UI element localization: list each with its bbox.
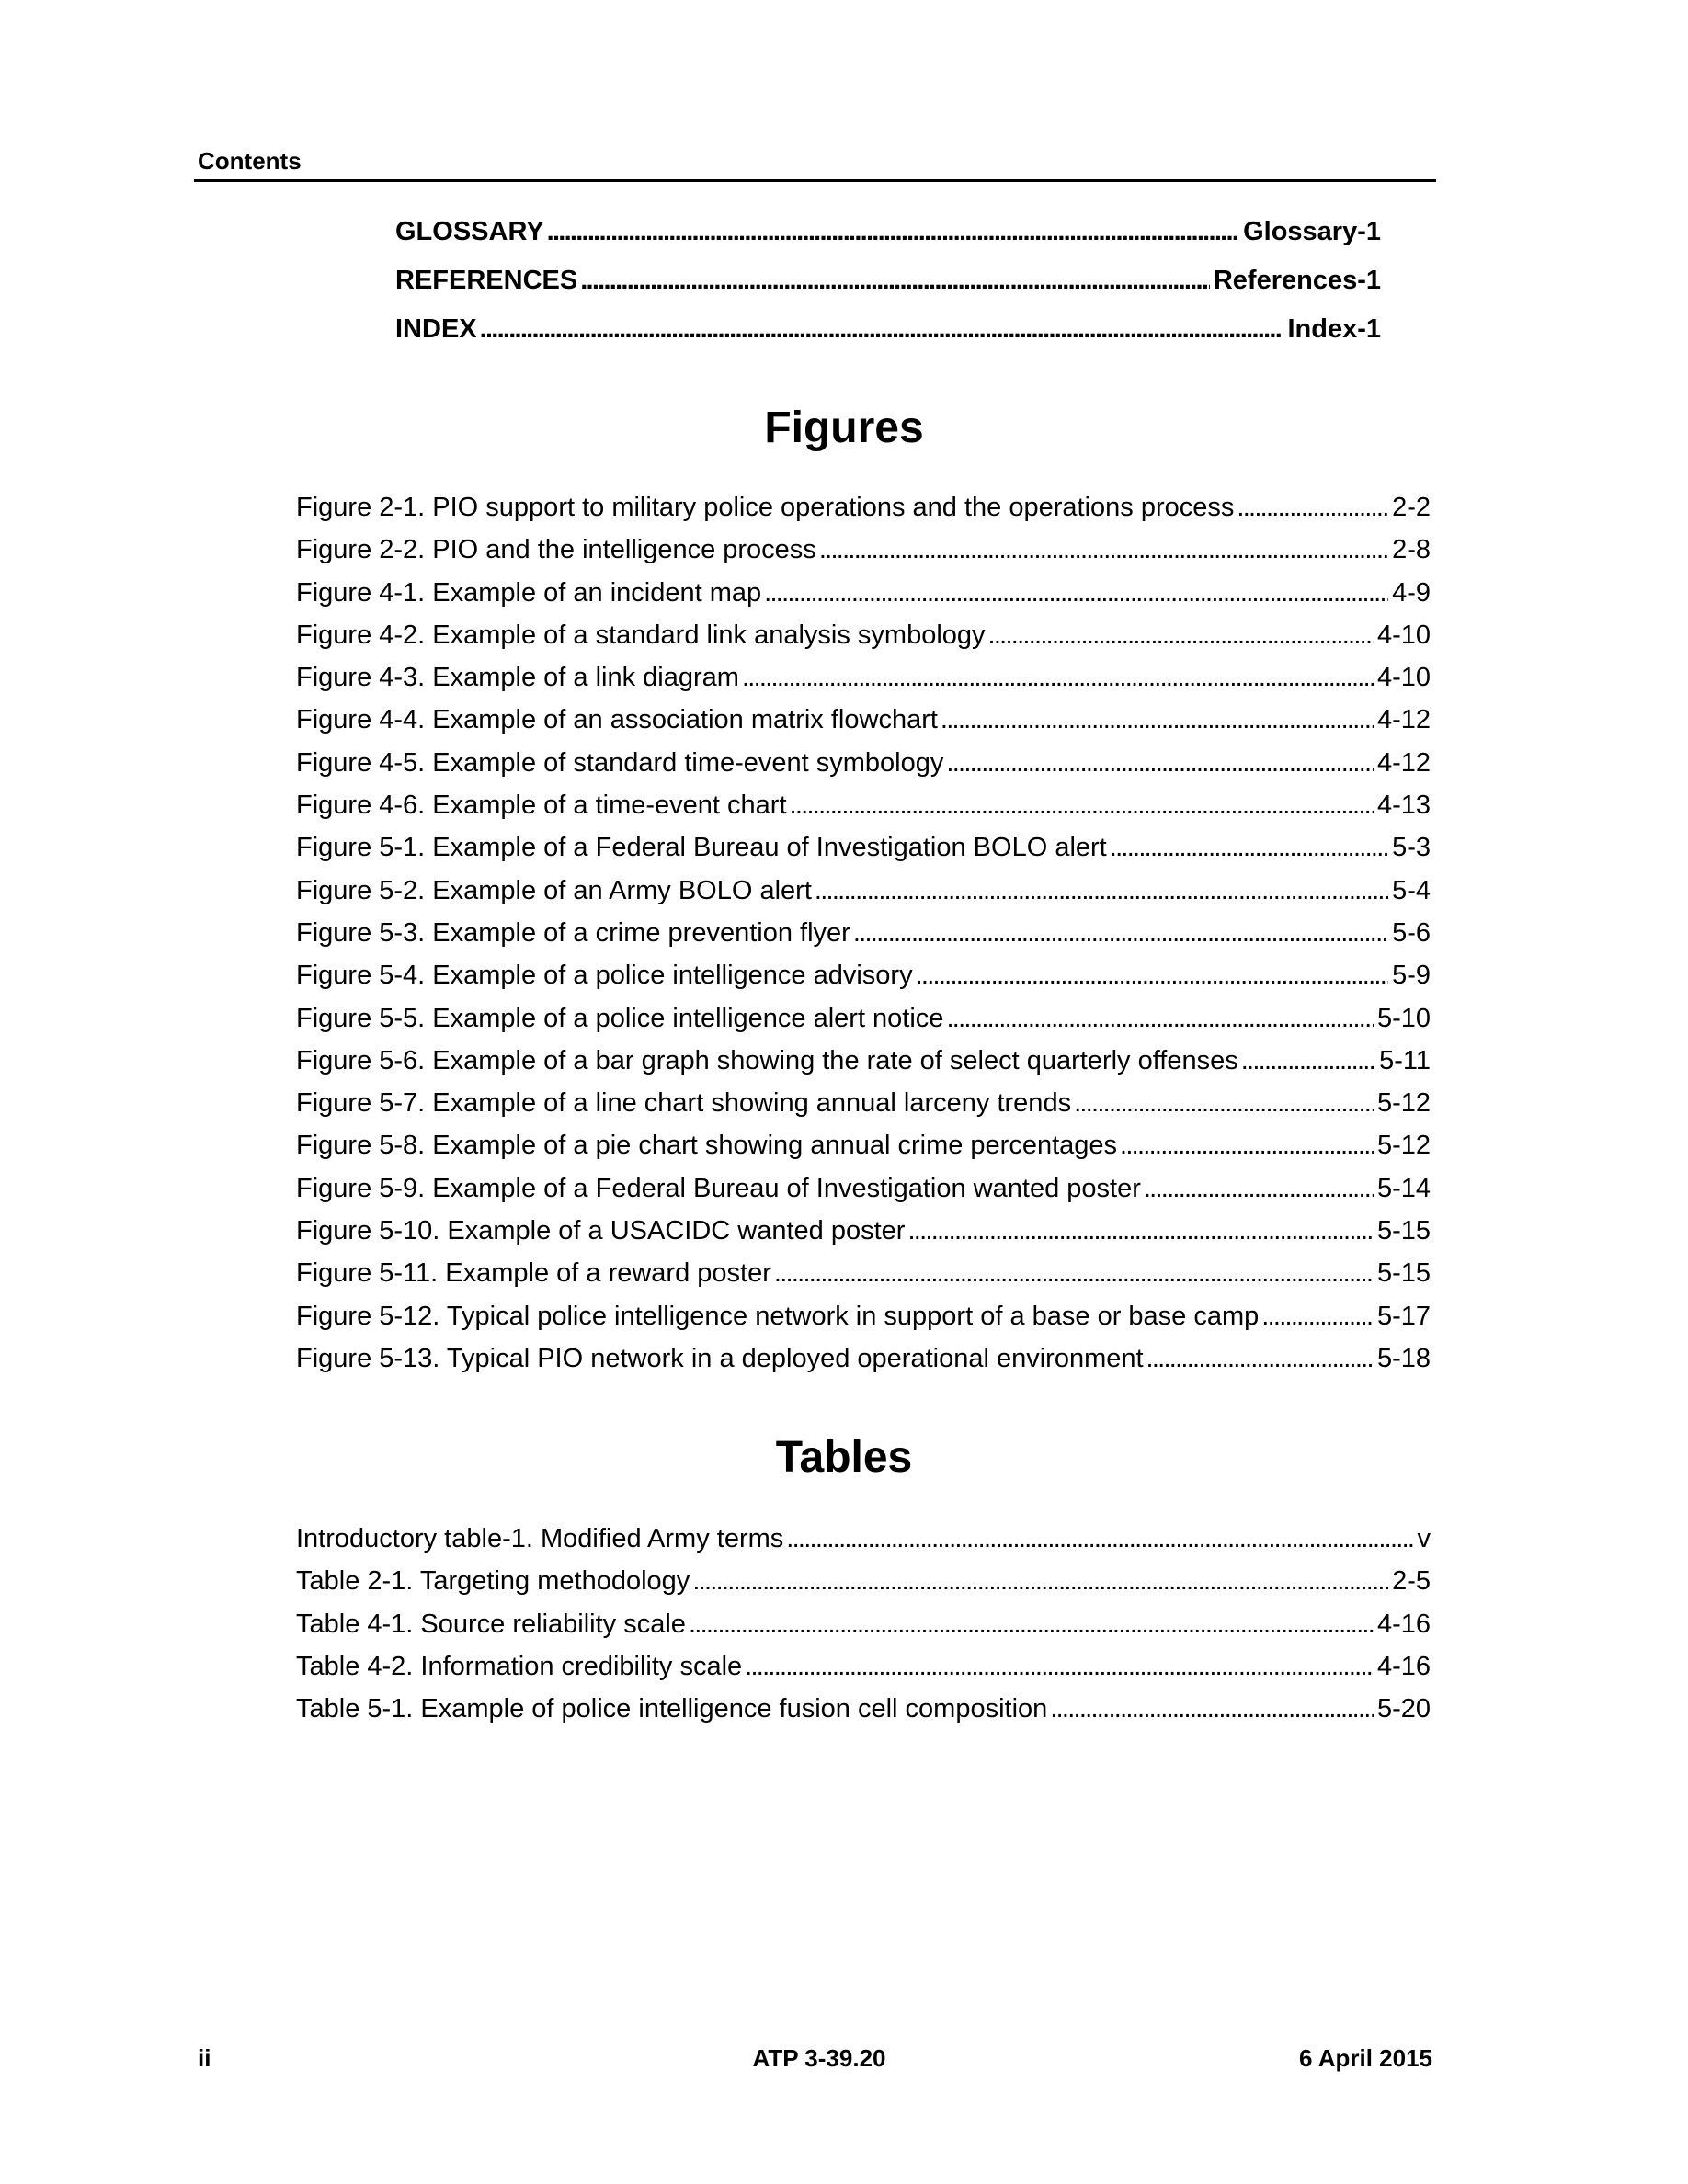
table-entry[interactable] xyxy=(296,1518,1431,1560)
dot-leader xyxy=(938,699,1374,741)
figure-entry-page: 5-11 xyxy=(1379,1045,1431,1075)
figure-entry-page: 5-18 xyxy=(1376,1343,1431,1373)
figure-entry-page: 5-10 xyxy=(1376,1003,1431,1033)
dot-leader xyxy=(690,1560,1388,1602)
dot-leader xyxy=(943,742,1374,784)
figure-entry[interactable] xyxy=(296,699,1431,741)
figure-entry-page: 2-8 xyxy=(1392,535,1431,565)
dot-leader xyxy=(1238,1040,1375,1082)
dot-leader xyxy=(787,784,1374,826)
figure-entry-label: Figure 5-13. Typical PIO network in a deployed operational environment xyxy=(296,1343,1144,1373)
figure-entry-page: 4-10 xyxy=(1376,663,1431,693)
figure-entry-label: Figure 2-1. PIO support to military police operations and the operations process xyxy=(296,493,1235,522)
figure-entry[interactable] xyxy=(296,1040,1431,1082)
table-entry-page: 4-16 xyxy=(1376,1651,1431,1681)
dot-leader xyxy=(850,912,1388,954)
toc-entry-references[interactable] xyxy=(395,256,1381,305)
dot-leader xyxy=(739,656,1374,699)
figure-entry-page: 5-4 xyxy=(1392,875,1431,905)
figure-entry[interactable] xyxy=(296,1167,1431,1210)
figure-entry[interactable] xyxy=(296,784,1431,826)
figure-entry[interactable] xyxy=(296,486,1431,529)
figure-entry-label: Figure 5-10. Example of a USACIDC wanted poster xyxy=(296,1216,906,1246)
figure-entry-label: Figure 5-1. Example of a Federal Bureau of Investigation BOLO alert xyxy=(296,833,1107,863)
toc-entry-page: Index-1 xyxy=(1287,314,1381,344)
figure-entry[interactable] xyxy=(296,1210,1431,1252)
figure-entry[interactable] xyxy=(296,656,1431,699)
figure-entry-page: 5-14 xyxy=(1376,1173,1431,1203)
dot-leader xyxy=(1047,1688,1374,1730)
tables-list xyxy=(296,1518,1431,1730)
dot-leader xyxy=(816,529,1388,571)
figure-entry[interactable] xyxy=(296,826,1431,869)
dot-leader xyxy=(686,1603,1374,1645)
figure-entry-label: Figure 5-7. Example of a line chart showing annual larceny trends xyxy=(296,1088,1072,1119)
dot-leader xyxy=(1144,1337,1374,1380)
backmatter-list xyxy=(395,208,1381,354)
figure-entry[interactable] xyxy=(296,997,1431,1040)
toc-entry-index[interactable] xyxy=(395,305,1381,354)
toc-entry-page: References-1 xyxy=(1213,266,1381,295)
toc-entry-glossary[interactable] xyxy=(395,208,1381,256)
dot-leader xyxy=(943,997,1374,1040)
figure-entry-page: 5-17 xyxy=(1376,1301,1431,1331)
figure-entry-label: Figure 5-9. Example of a Federal Bureau of Investigation wanted poster xyxy=(296,1173,1141,1203)
figure-entry[interactable] xyxy=(296,572,1431,614)
figures-heading: Figures xyxy=(764,404,924,452)
table-entry-page: 4-16 xyxy=(1376,1609,1431,1639)
figure-entry-label: Figure 5-4. Example of a police intelligence advisory xyxy=(296,961,913,991)
figure-entry[interactable] xyxy=(296,529,1431,571)
dot-leader xyxy=(1234,486,1388,529)
figure-entry-page: 5-9 xyxy=(1392,961,1431,991)
figure-entry-label: Figure 5-11. Example of a reward poster xyxy=(296,1258,771,1289)
figure-entry-page: 4-9 xyxy=(1392,577,1431,608)
figure-entry-page: 4-13 xyxy=(1376,791,1431,821)
figure-entry[interactable] xyxy=(296,912,1431,954)
figure-entry-page: 5-15 xyxy=(1376,1216,1431,1246)
dot-leader xyxy=(905,1210,1373,1252)
dot-leader xyxy=(761,572,1388,614)
figure-entry-page: 5-12 xyxy=(1376,1131,1431,1161)
figure-entry[interactable] xyxy=(296,1337,1431,1380)
figure-entry-page: 2-2 xyxy=(1392,493,1431,522)
figures-list xyxy=(296,486,1431,1380)
figure-entry-page: 4-12 xyxy=(1376,747,1431,778)
toc-entry-page: Glossary-1 xyxy=(1243,217,1381,246)
table-entry[interactable] xyxy=(296,1603,1431,1645)
figure-entry-page: 5-12 xyxy=(1376,1088,1431,1119)
figure-entry-page: 5-15 xyxy=(1376,1258,1431,1289)
figure-entry[interactable] xyxy=(296,1295,1431,1337)
figure-entry-label: Figure 4-1. Example of an incident map xyxy=(296,577,762,608)
figure-entry-page: 5-3 xyxy=(1392,833,1431,863)
figure-entry[interactable] xyxy=(296,1124,1431,1166)
table-entry-label: Table 4-2. Information credibility scale xyxy=(296,1651,743,1681)
table-entry-page: 2-5 xyxy=(1392,1566,1431,1597)
dot-leader xyxy=(771,1252,1374,1294)
figure-entry[interactable] xyxy=(296,1252,1431,1294)
figure-entry-label: Figure 5-2. Example of an Army BOLO alert xyxy=(296,875,812,905)
dot-leader xyxy=(544,208,1239,256)
figure-entry-label: Figure 4-3. Example of a link diagram xyxy=(296,663,739,693)
table-entry-label: Table 2-1. Targeting methodology xyxy=(296,1566,690,1597)
dot-leader xyxy=(477,305,1284,354)
figure-entry-label: Figure 5-3. Example of a crime prevention flyer xyxy=(296,917,850,948)
figure-entry[interactable] xyxy=(296,614,1431,656)
dot-leader xyxy=(783,1518,1413,1560)
figure-entry-label: Figure 2-2. PIO and the intelligence process xyxy=(296,535,816,565)
dot-leader xyxy=(577,256,1210,305)
figure-entry[interactable] xyxy=(296,870,1431,912)
table-entry[interactable] xyxy=(296,1688,1431,1730)
table-entry-label: Table 5-1. Example of police intelligence fusion cell composition xyxy=(296,1694,1048,1724)
table-entry-label: Table 4-1. Source reliability scale xyxy=(296,1609,686,1639)
table-entry-page: v xyxy=(1417,1524,1431,1553)
dot-leader xyxy=(986,614,1374,656)
dot-leader xyxy=(1071,1082,1374,1124)
table-entry-label: Introductory table-1. Modified Army terms xyxy=(296,1524,784,1553)
figure-entry[interactable] xyxy=(296,742,1431,784)
dot-leader xyxy=(1117,1124,1374,1166)
figure-entry-label: Figure 4-2. Example of a standard link analysis symbology xyxy=(296,620,986,650)
dot-leader xyxy=(1259,1295,1374,1337)
table-entry[interactable] xyxy=(296,1560,1431,1602)
toc-entry-label: GLOSSARY xyxy=(395,217,544,246)
table-entry-page: 5-20 xyxy=(1376,1694,1431,1724)
figure-entry-label: Figure 5-5. Example of a police intelligence alert notice xyxy=(296,1003,944,1033)
figure-entry-page: 4-10 xyxy=(1376,620,1431,650)
figure-entry[interactable] xyxy=(296,1082,1431,1124)
dot-leader xyxy=(1141,1167,1374,1210)
toc-entry-label: INDEX xyxy=(395,314,477,344)
figure-entry-page: 5-6 xyxy=(1392,917,1431,948)
header-rule xyxy=(194,179,1436,182)
figure-entry[interactable] xyxy=(296,954,1431,996)
figure-entry-label: Figure 4-6. Example of a time-event chart xyxy=(296,791,787,821)
figure-entry-page: 4-12 xyxy=(1376,705,1431,735)
table-entry[interactable] xyxy=(296,1645,1431,1688)
figure-entry-label: Figure 4-5. Example of standard time-event symbology xyxy=(296,747,944,778)
footer-page-number: ii xyxy=(198,2044,211,2072)
figure-entry-label: Figure 4-4. Example of an association matrix flowchart xyxy=(296,705,938,735)
dot-leader xyxy=(742,1645,1374,1688)
dot-leader xyxy=(812,870,1388,912)
tables-heading: Tables xyxy=(775,1433,913,1482)
figure-entry-label: Figure 5-6. Example of a bar graph showing the rate of select quarterly offenses xyxy=(296,1045,1238,1075)
dot-leader xyxy=(1107,826,1388,869)
running-header: Contents xyxy=(198,147,302,175)
toc-entry-label: REFERENCES xyxy=(395,266,578,295)
footer-date: 6 April 2015 xyxy=(1298,2044,1432,2072)
figure-entry-label: Figure 5-8. Example of a pie chart showing annual crime percentages xyxy=(296,1131,1118,1161)
footer-publication: ATP 3-39.20 xyxy=(752,2044,886,2072)
dot-leader xyxy=(913,954,1389,996)
figure-entry-label: Figure 5-12. Typical police intelligence network in support of a base or base camp xyxy=(296,1301,1260,1331)
